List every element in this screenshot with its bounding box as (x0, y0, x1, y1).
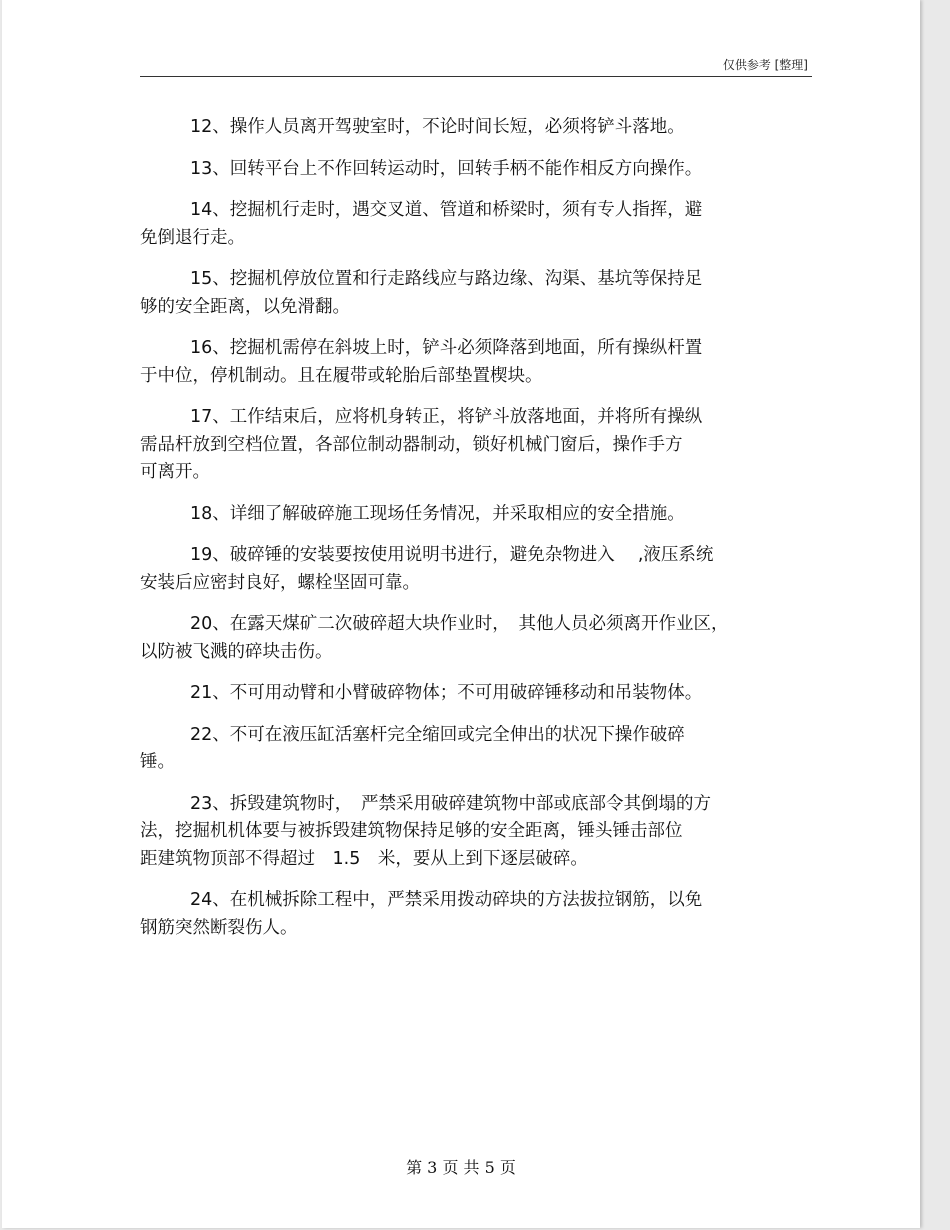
paragraph (140, 791, 812, 874)
paragraph-line: 锤。 (140, 752, 175, 772)
body-text (140, 114, 812, 956)
paragraph (140, 887, 812, 942)
paragraph-line: 钢筋突然断裂伤人。 (140, 917, 298, 938)
paragraph-line: 22、不可在液压缸活塞杆完全缩回或完全伸出的状况下操作破碎 (190, 724, 685, 745)
paragraph-line: 13、回转平台上不作回转运动时，回转手柄不能作相反方向操作。 (190, 158, 703, 179)
paragraph-line: 距建筑物顶部不得超过 1.5 米，要从上到下逐层破碎。 (140, 848, 588, 869)
paragraph-line: 安装后应密封良好，螺栓坚固可靠。 (140, 572, 420, 593)
paragraph (140, 335, 812, 390)
document-page (2, 0, 920, 1228)
paragraph-line: 24、在机械拆除工程中，严禁采用拨动碎块的方法拔拉钢筋，以免 (190, 890, 703, 910)
paragraph-line: 15、挖掘机停放位置和行走路线应与路边缘、沟渠、基坑等保持足 (190, 269, 703, 289)
paragraph (140, 680, 812, 708)
page-footer: 第 3 页 共 5 页 (406, 1158, 516, 1177)
paragraph-line: 够的安全距离，以免滑翻。 (140, 296, 350, 317)
paragraph (140, 114, 812, 142)
paragraph-line: 需品杆放到空档位置，各部位制动器制动，锁好机械门窗后，操作手方 (140, 434, 683, 455)
paragraph (140, 404, 812, 487)
paragraph-line: 16、挖掘机需停在斜坡上时，铲斗必须降落到地面，所有操纵杆置 (190, 338, 703, 358)
paragraph-line: 19、破碎锤的安装要按使用说明书进行，避免杂物进入 ,液压系统 (190, 545, 714, 565)
paragraph (140, 542, 812, 597)
paragraph (140, 266, 812, 321)
paragraph-line: 20、在露天煤矿二次破碎超大块作业时， 其他人员必须离开作业区， (190, 614, 729, 634)
paragraph (140, 501, 812, 529)
header-note: 仅供参考 [整理] (722, 58, 808, 72)
paragraph-line: 以防被飞溅的碎块击伤。 (140, 641, 333, 662)
paragraph-line: 免倒退行走。 (140, 227, 245, 248)
paragraph (140, 197, 812, 252)
paragraph-line: 可离开。 (140, 462, 210, 482)
paragraph (140, 611, 812, 666)
paragraph-line: 法，挖掘机机体要与被拆毁建筑物保持足够的安全距离，锤头锤击部位 (140, 821, 683, 841)
paragraph-line: 14、挖掘机行走时，遇交叉道、管道和桥梁时，须有专人指挥，避 (190, 200, 703, 220)
paragraph-line: 18、详细了解破碎施工现场任务情况，并采取相应的安全措施。 (190, 503, 685, 524)
paragraph-line: 21、不可用动臂和小臂破碎物体；不可用破碎锤移动和吊装物体。 (190, 683, 703, 703)
paragraph-line: 23、拆毁建筑物时， 严禁采用破碎建筑物中部或底部令其倒塌的方 (190, 793, 712, 814)
paragraph-line: 于中位，停机制动。且在履带或轮胎后部垫置楔块。 (140, 365, 543, 386)
paragraph (140, 722, 812, 777)
header-rule (140, 76, 812, 77)
paragraph-line: 17、工作结束后，应将机身转正，将铲斗放落地面，并将所有操纵 (190, 407, 703, 427)
paragraph-line: 12、操作人员离开驾驶室时，不论时间长短，必须将铲斗落地。 (190, 117, 685, 137)
paragraph (140, 156, 812, 184)
